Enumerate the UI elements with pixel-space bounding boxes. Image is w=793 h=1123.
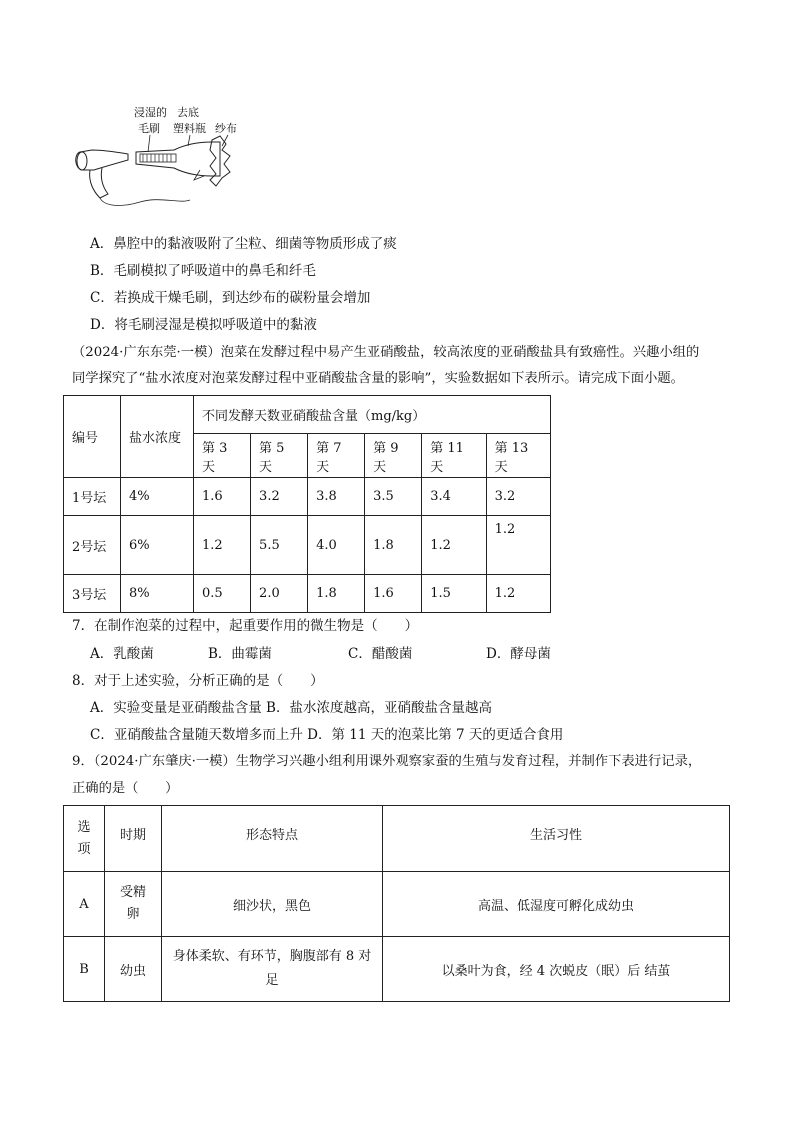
row-id: 1号坛 [64, 478, 121, 516]
cell-value: 1.8 [308, 575, 365, 613]
table-row [64, 516, 551, 575]
header-form: 形态特点 [162, 806, 383, 872]
cell-value: 1.6 [194, 478, 251, 516]
cell-value: 2.0 [251, 575, 308, 613]
q7-option-b: B．曲霉菌 [208, 646, 272, 662]
row-period: 幼虫 [105, 937, 162, 1002]
q6-option-d: D．将毛刷浸湿是模拟呼吸道中的黏液 [90, 317, 317, 333]
cell-value: 1.6 [365, 575, 422, 613]
header-nitrite-group: 不同发酵天数亚硝酸盐含量（mg/kg） [194, 396, 551, 434]
intro-line-1: （2024·广东东莞·一模）泡菜在发酵过程中易产生亚硝酸盐，较高浓度的亚硝酸盐具有致癌性。兴趣小组的 [72, 345, 700, 360]
row-form: 细沙状，黑色 [162, 872, 383, 937]
q8-options-cd: C．亚硝酸盐含量随天数增多而上升 D．第 11 天的泡菜比第 7 天的更适合食用 [90, 727, 564, 743]
row-id: 2号坛 [64, 516, 121, 575]
nitrite-data-table [63, 395, 551, 613]
cell-value: 3.4 [422, 478, 486, 516]
cell-value: 0.5 [194, 575, 251, 613]
header-day: 第 7 天 [308, 434, 365, 478]
figure-label-brush-1: 浸湿的 [134, 106, 167, 119]
table-row [64, 575, 551, 613]
cell-value: 3.2 [486, 478, 550, 516]
cell-value: 1.2 [194, 516, 251, 575]
q8-options-ab: A．实验变量是亚硝酸盐含量 B．盐水浓度越高，亚硝酸盐含量越高 [90, 700, 492, 716]
q6-option-b: B．毛刷模拟了呼吸道中的鼻毛和纤毛 [90, 263, 316, 279]
q7-stem: 7．在制作泡菜的过程中，起重要作用的微生物是（ ） [72, 618, 419, 634]
header-day: 第 13 天 [486, 434, 550, 478]
figure-label-brush-2: 毛刷 [138, 122, 160, 135]
q7-option-a: A．乳酸菌 [90, 646, 154, 662]
cell-value: 5.5 [251, 516, 308, 575]
q6-option-a: A．鼻腔中的黏液吸附了尘粒、细菌等物质形成了痰 [90, 236, 397, 252]
q9-stem-line-2: 正确的是（ ） [72, 781, 179, 796]
figure-label-bottle-1: 去底 [177, 106, 199, 119]
cell-value: 3.5 [365, 478, 422, 516]
header-id: 编号 [64, 396, 121, 478]
row-period [105, 872, 162, 937]
table-row [64, 937, 730, 1002]
header-option-line-2: 项 [77, 841, 91, 857]
figure-label-gauze: 纱布 [215, 122, 237, 135]
cell-value: 3.2 [251, 478, 308, 516]
intro-line-2: 同学探究了“盐水浓度对泡菜发酵过程中亚硝酸盐含量的影响”，实验数据如下表所示。请完成下面小题。 [72, 371, 684, 386]
cell-value: 1.2 [486, 516, 550, 575]
table-row [64, 872, 730, 937]
row-salt: 4% [121, 478, 194, 516]
q6-option-c: C．若换成干燥毛刷，到达纱布的碳粉量会增加 [90, 290, 371, 306]
row-form [162, 937, 383, 1002]
header-habit: 生活习性 [383, 806, 730, 872]
header-option-line-1: 选 [77, 819, 91, 835]
row-period-line-2: 卵 [126, 907, 140, 922]
q8-stem: 8．对于上述实验，分析正确的是（ ） [72, 673, 324, 689]
experiment-apparatus-illustration [70, 130, 250, 212]
cell-value: 4.0 [308, 516, 365, 575]
cell-value: 1.2 [486, 575, 550, 613]
cell-value: 1.5 [422, 575, 486, 613]
cell-value: 3.8 [308, 478, 365, 516]
silkworm-table [63, 805, 730, 1002]
row-option: B [64, 937, 105, 1002]
q9-stem-line-1: 9．（2024·广东肇庆·一模）生物学习兴趣小组利用课外观察家蚕的生殖与发育过程，并制作下表进行记录， [72, 754, 702, 769]
row-period-line-1: 受精 [119, 885, 146, 900]
header-day: 第 9 天 [365, 434, 422, 478]
row-habit: 以桑叶为食，经 4 次蜕皮（眠）后 结茧 [383, 937, 730, 1002]
header-period: 时期 [105, 806, 162, 872]
header-salt: 盐水浓度 [121, 396, 194, 478]
cell-value: 1.2 [422, 516, 486, 575]
row-salt: 6% [121, 516, 194, 575]
header-day: 第 3 天 [194, 434, 251, 478]
table-row [64, 478, 551, 516]
row-form-line-1: 身体柔软、有环节，胸腹部有 8 对 [172, 949, 372, 964]
q7-option-d: D．酵母菌 [486, 646, 551, 662]
row-form-line-2: 足 [265, 973, 279, 988]
row-salt: 8% [121, 575, 194, 613]
row-option: A [64, 872, 105, 937]
header-option [64, 806, 105, 872]
figure-label-bottle-2: 塑料瓶 [173, 122, 206, 135]
header-day: 第 5 天 [251, 434, 308, 478]
cell-value: 1.8 [365, 516, 422, 575]
q7-option-c: C．醋酸菌 [348, 646, 413, 662]
row-id: 3号坛 [64, 575, 121, 613]
row-habit: 高温、低湿度可孵化成幼虫 [383, 872, 730, 937]
header-day: 第 11 天 [422, 434, 486, 478]
